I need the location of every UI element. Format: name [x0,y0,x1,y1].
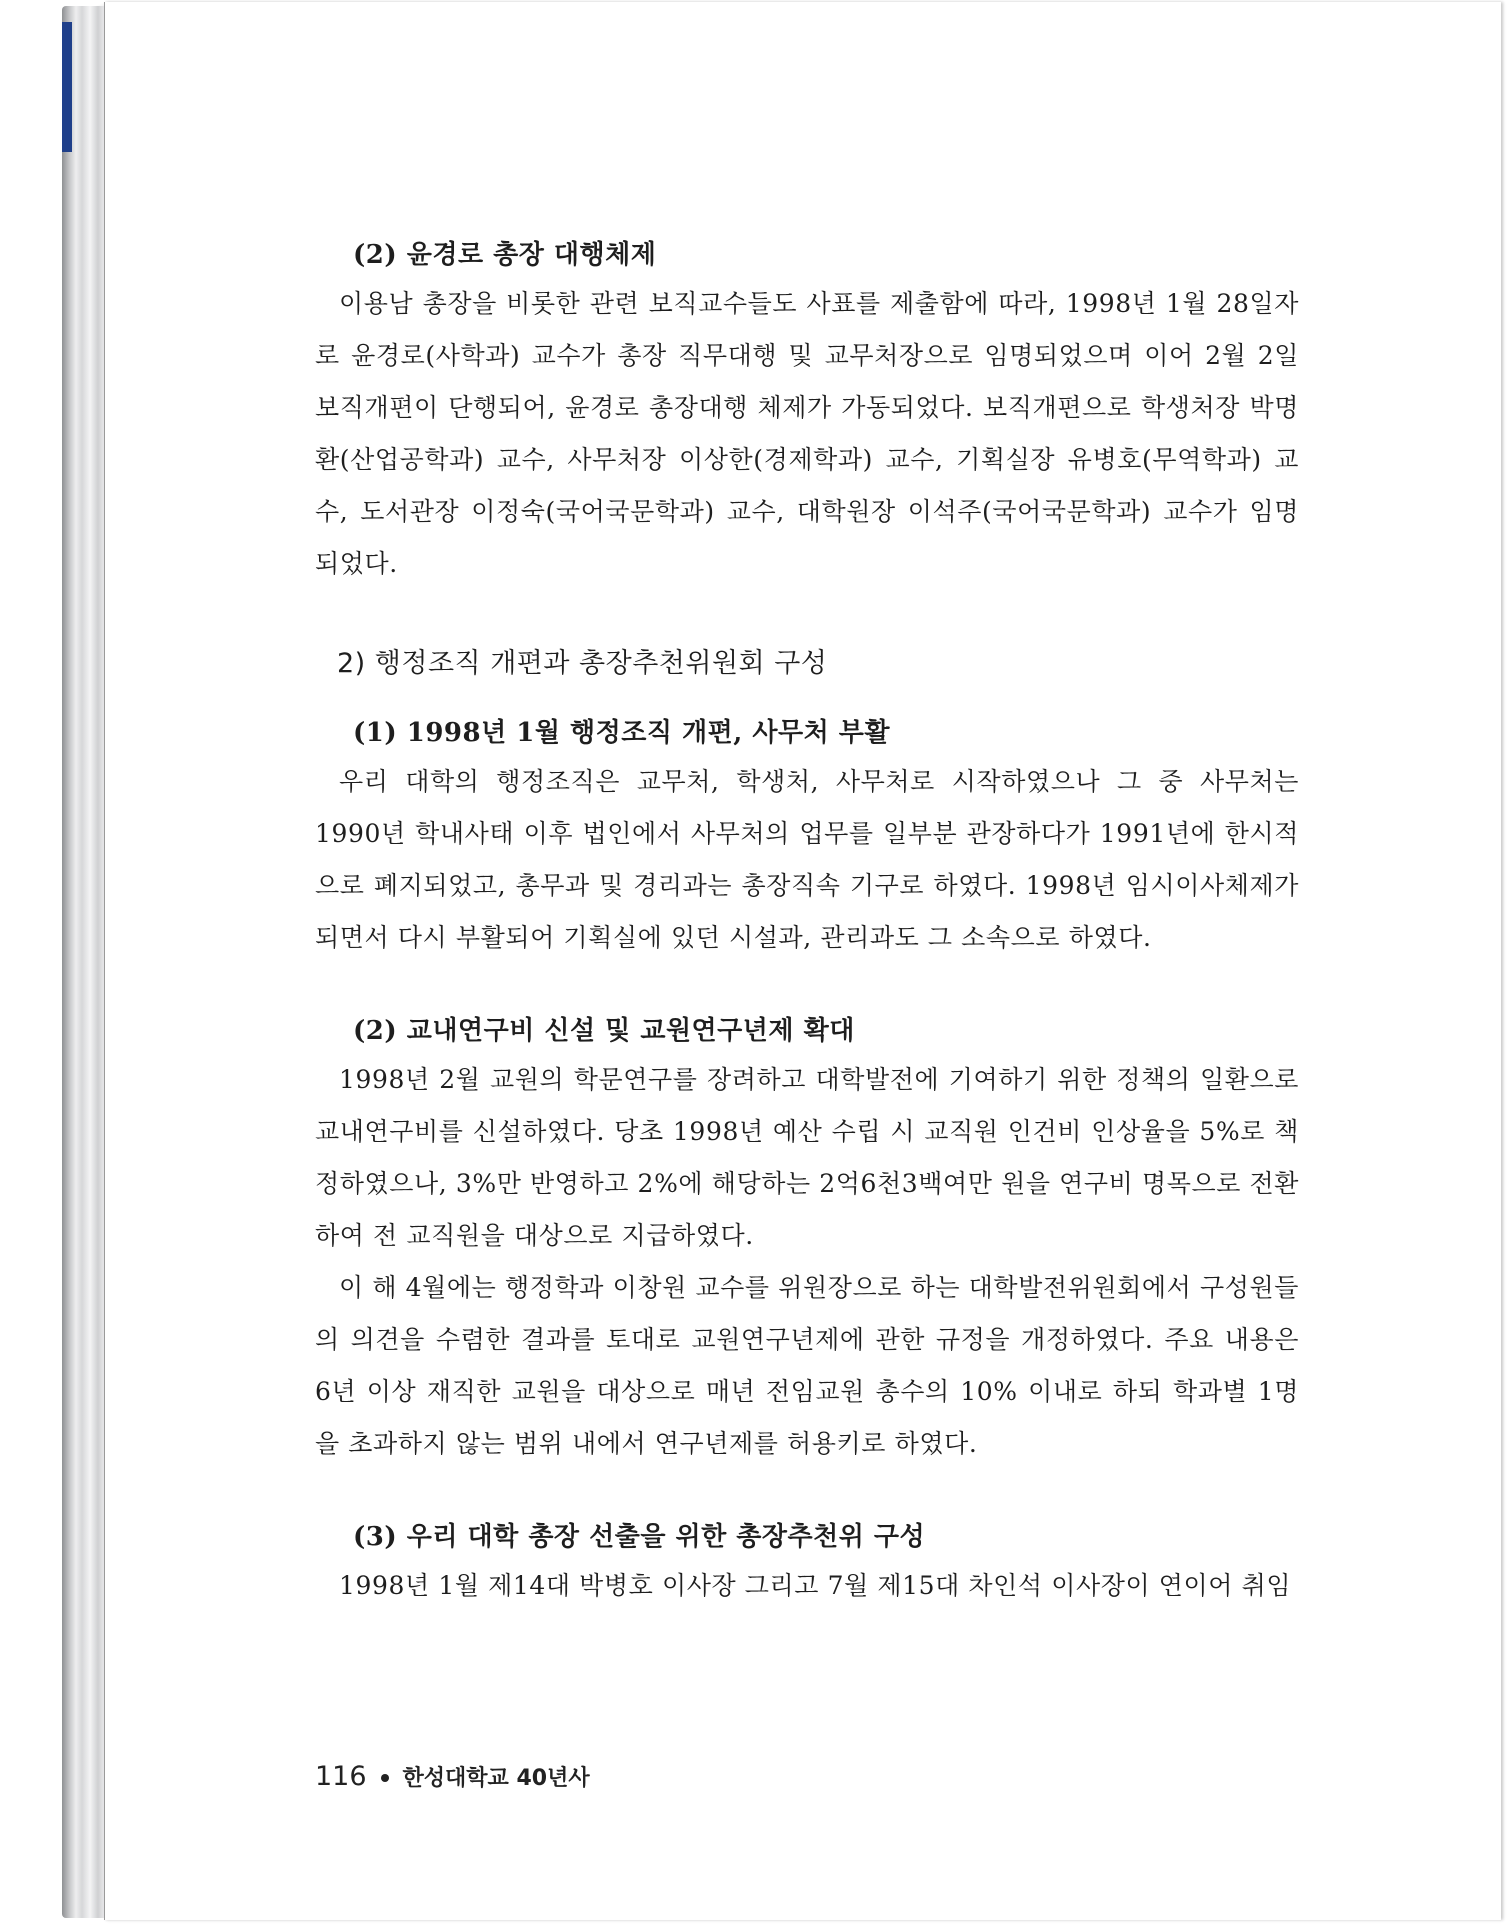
page-content [315,232,1299,1612]
page-number: 116 [315,1761,367,1792]
body-paragraph: 이용남 총장을 비롯한 관련 보직교수들도 사표를 제출함에 따라, 1998년 1월 28일자로 윤경로(사학과) 교수가 총장 직무대행 및 교무처장으로 임명되었으며 이어 2월 2일 보직개편이 단행되어, 윤경로 총장대행 체제가 가동되었다. 보직개편으로 학생처장 박명환(산업공학과) 교수, 사무처장 이상한(경제학과) 교수, 기획실장 유병호(무역학과) 교수, 도서관장 이정숙(국어국문학과) 교수, 대학원장 이석주(국어국문학과) 교수가 임명되었다. [315,289,1299,578]
section-heading: (1) 1998년 1월 행정조직 개편, 사무처 부활 [353,718,891,748]
section-subtitle: 2) 행정조직 개편과 총장추천위원회 구성 [337,648,828,679]
body-paragraph: 1998년 2월 교원의 학문연구를 장려하고 대학발전에 기여하기 위한 정책의 일환으로 교내연구비를 신설하였다. 당초 1998년 예산 수립 시 교직원 인건비 인상율을 5%로 책정하였으나, 3%만 반영하고 2%에 해당하는 2억6천3백여만 원을 연구비 명목으로 전환하여 전 교직원을 대상으로 지급하였다. [315,1065,1299,1250]
book-title: 한성대학교 40년사 [402,1766,590,1791]
page-footer [315,1757,590,1797]
body-paragraph: 우리 대학의 행정조직은 교무처, 학생처, 사무처로 시작하였으나 그 중 사무처는 1990년 학내사태 이후 법인에서 사무처의 업무를 일부분 관장하다가 1991년에 한시적으로 폐지되었고, 총무과 및 경리과는 총장직속 기구로 하였다. 1998년 임시이사체제가 되면서 다시 부활되어 기획실에 있던 시설과, 관리과도 그 소속으로 하였다. [315,767,1299,952]
section-heading: (3) 우리 대학 총장 선출을 위한 총장추천위 구성 [353,1522,926,1552]
book-page-edges [62,6,108,1918]
section-heading: (2) 교내연구비 신설 및 교원연구년제 확대 [353,1016,855,1046]
book-spine-marker [62,22,72,152]
bullet-separator [381,1774,389,1782]
body-paragraph: 1998년 1월 제14대 박병호 이사장 그리고 7월 제15대 차인석 이사장이 연이어 취임 [339,1571,1292,1600]
body-paragraph: 이 해 4월에는 행정학과 이창원 교수를 위원장으로 하는 대학발전위원회에서 구성원들의 의견을 수렴한 결과를 토대로 교원연구년제에 관한 규정을 개정하였다. 주요 내용은 6년 이상 재직한 교원을 대상으로 매년 전임교원 총수의 10% 이내로 하되 학과별 1명을 초과하지 않는 범위 내에서 연구년제를 허용키로 하였다. [315,1273,1299,1458]
section-heading: (2) 윤경로 총장 대행체제 [353,240,657,270]
